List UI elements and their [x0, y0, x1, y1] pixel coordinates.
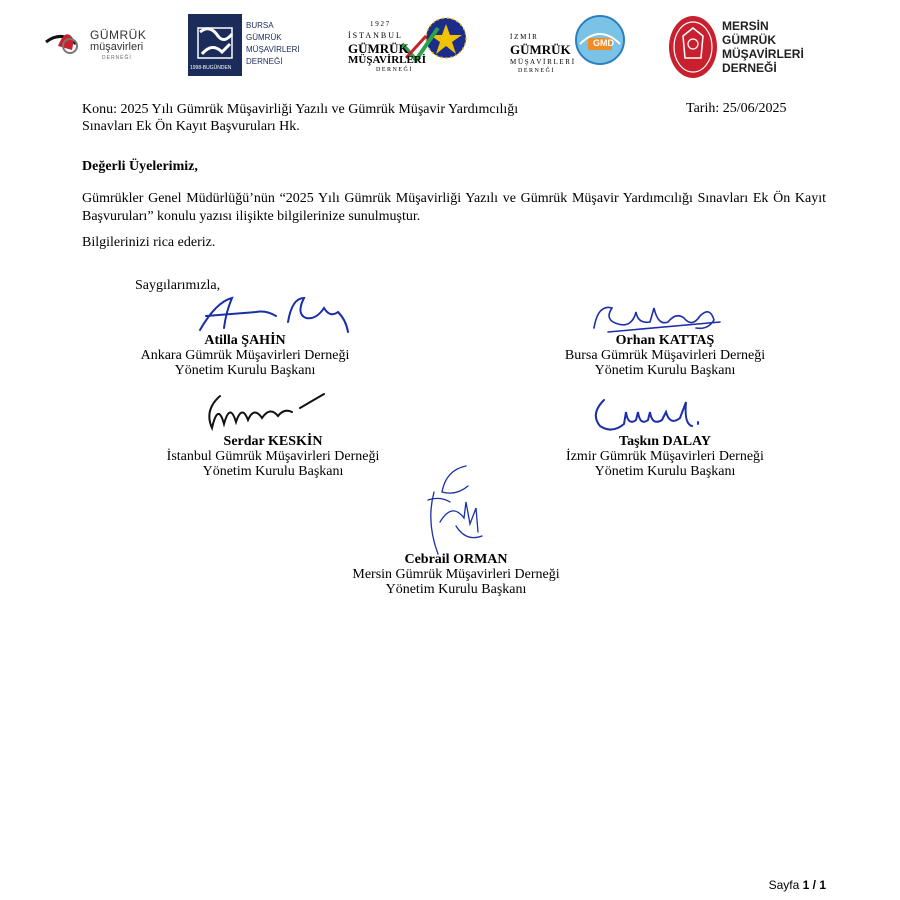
logo-izmir: [508, 14, 632, 78]
signature-taskin-dalay: [590, 396, 710, 436]
signatory-1-org: Ankara Gümrük Müşavirleri Derneği: [140, 348, 350, 363]
logo-istanbul: [346, 16, 470, 78]
regards: Saygılarımızla,: [135, 278, 221, 293]
signatory-2: [520, 333, 810, 378]
signatory-1-title: Yönetim Kurulu Başkanı: [174, 363, 316, 378]
signatory-5: [306, 552, 606, 597]
istanbul-logo-line3: MÜŞAVİRLERİ: [348, 54, 427, 66]
signatory-2-name: Orhan KATTAŞ: [615, 333, 715, 348]
signature-orhan-kattas: [588, 298, 728, 336]
istanbul-logo-line4: D E R N E Ğ İ: [376, 67, 412, 73]
bursa-logo-line4: DERNEĞİ: [246, 57, 283, 66]
signatory-5-name: Cebrail ORMAN: [404, 552, 508, 567]
subject: [82, 101, 642, 135]
signatory-1-name: Atilla ŞAHİN: [204, 333, 286, 348]
izmir-logo-line1: İ Z M İ R: [510, 33, 537, 41]
subject-line-1: Konu: 2025 Yılı Gümrük Müşavirliği Yazılı ve Gümrük Müşavir Yardımcılığı: [82, 102, 519, 117]
bursa-logo-sub: 1998-BUGÜNDEN: [190, 65, 232, 71]
greeting: Değerli Üyelerimiz,: [82, 159, 198, 174]
closing-line: Bilgilerinizi rica ederiz.: [82, 235, 216, 250]
mersin-seal-icon: [668, 14, 718, 80]
signatory-3: [128, 434, 418, 479]
logo-mersin: [668, 14, 808, 80]
letter-date: Tarih: 25/06/2025: [686, 101, 787, 116]
izmir-logo-line2: GÜMRÜK: [510, 42, 571, 57]
logo-ankara: [44, 22, 154, 68]
signature-serdar-keskin: [200, 390, 330, 434]
istanbul-logo-line1: İSTANBUL: [348, 31, 403, 40]
signatory-4: [500, 434, 830, 479]
signature-cebrail-orman: [416, 462, 496, 558]
signatory-4-name: Taşkın DALAY: [619, 434, 711, 449]
istanbul-logo-line2: GÜMRÜK: [348, 41, 409, 56]
signatory-2-title: Yönetim Kurulu Başkanı: [594, 363, 736, 378]
signatory-1: [100, 333, 390, 378]
istanbul-logo-year: 1 9 2 7: [370, 20, 390, 28]
signatory-3-name: Serdar KESKİN: [223, 434, 323, 449]
mersin-logo-line1: MERSİN: [722, 19, 769, 33]
letter-body: Gümrükler Genel Müdürlüğü’nün “2025 Yılı Gümrük Müşavirliği Yazılı ve Gümrük Müşavir Yardımcılığı Sınavları Ek Ön Kayıt Başvuruları” konulu yazısı ilişikte bilgilerinize sunulmuştur.: [82, 191, 826, 224]
ankara-emblem-icon: [44, 22, 84, 62]
mersin-logo-line4: DERNEĞİ: [722, 61, 777, 75]
signatory-5-org: Mersin Gümrük Müşavirleri Derneği: [352, 567, 560, 582]
signatory-2-org: Bursa Gümrük Müşavirleri Derneği: [564, 348, 766, 363]
bursa-logo-line3: MÜŞAVİRLERİ: [246, 45, 300, 54]
page-number: [769, 878, 826, 892]
izmir-logo-line3: M Ü Ş A V İ R L E R İ: [510, 58, 575, 66]
bursa-logo-line1: BURSA: [246, 21, 274, 30]
ankara-logo-line1: GÜMRÜK: [90, 28, 147, 42]
signatory-4-title: Yönetim Kurulu Başkanı: [594, 464, 736, 479]
signatory-4-org: İzmir Gümrük Müşavirleri Derneği: [566, 449, 764, 464]
subject-line-2: Sınavları Ek Ön Kayıt Başvuruları Hk.: [82, 119, 300, 134]
bursa-logo-line2: GÜMRÜK: [246, 33, 282, 42]
mersin-logo-line2: GÜMRÜK: [722, 33, 776, 47]
mersin-logo-line3: MÜŞAVİRLERİ: [722, 47, 804, 61]
signatory-3-title: Yönetim Kurulu Başkanı: [202, 464, 344, 479]
page-count: 1 / 1: [802, 878, 826, 892]
izmir-logo-line4: D E R N E Ğ İ: [518, 68, 554, 74]
signatory-5-title: Yönetim Kurulu Başkanı: [385, 582, 527, 597]
izmir-logo-badge: GMD: [593, 38, 614, 48]
page-label: Sayfa: [768, 878, 800, 892]
ankara-logo-sub: DERNEĞİ: [102, 55, 132, 61]
signature-atilla-sahin: [196, 292, 356, 334]
ankara-logo-line2: müşavirleri: [90, 41, 144, 53]
signatory-3-org: İstanbul Gümrük Müşavirleri Derneği: [166, 449, 380, 464]
logo-bursa: [188, 14, 308, 76]
